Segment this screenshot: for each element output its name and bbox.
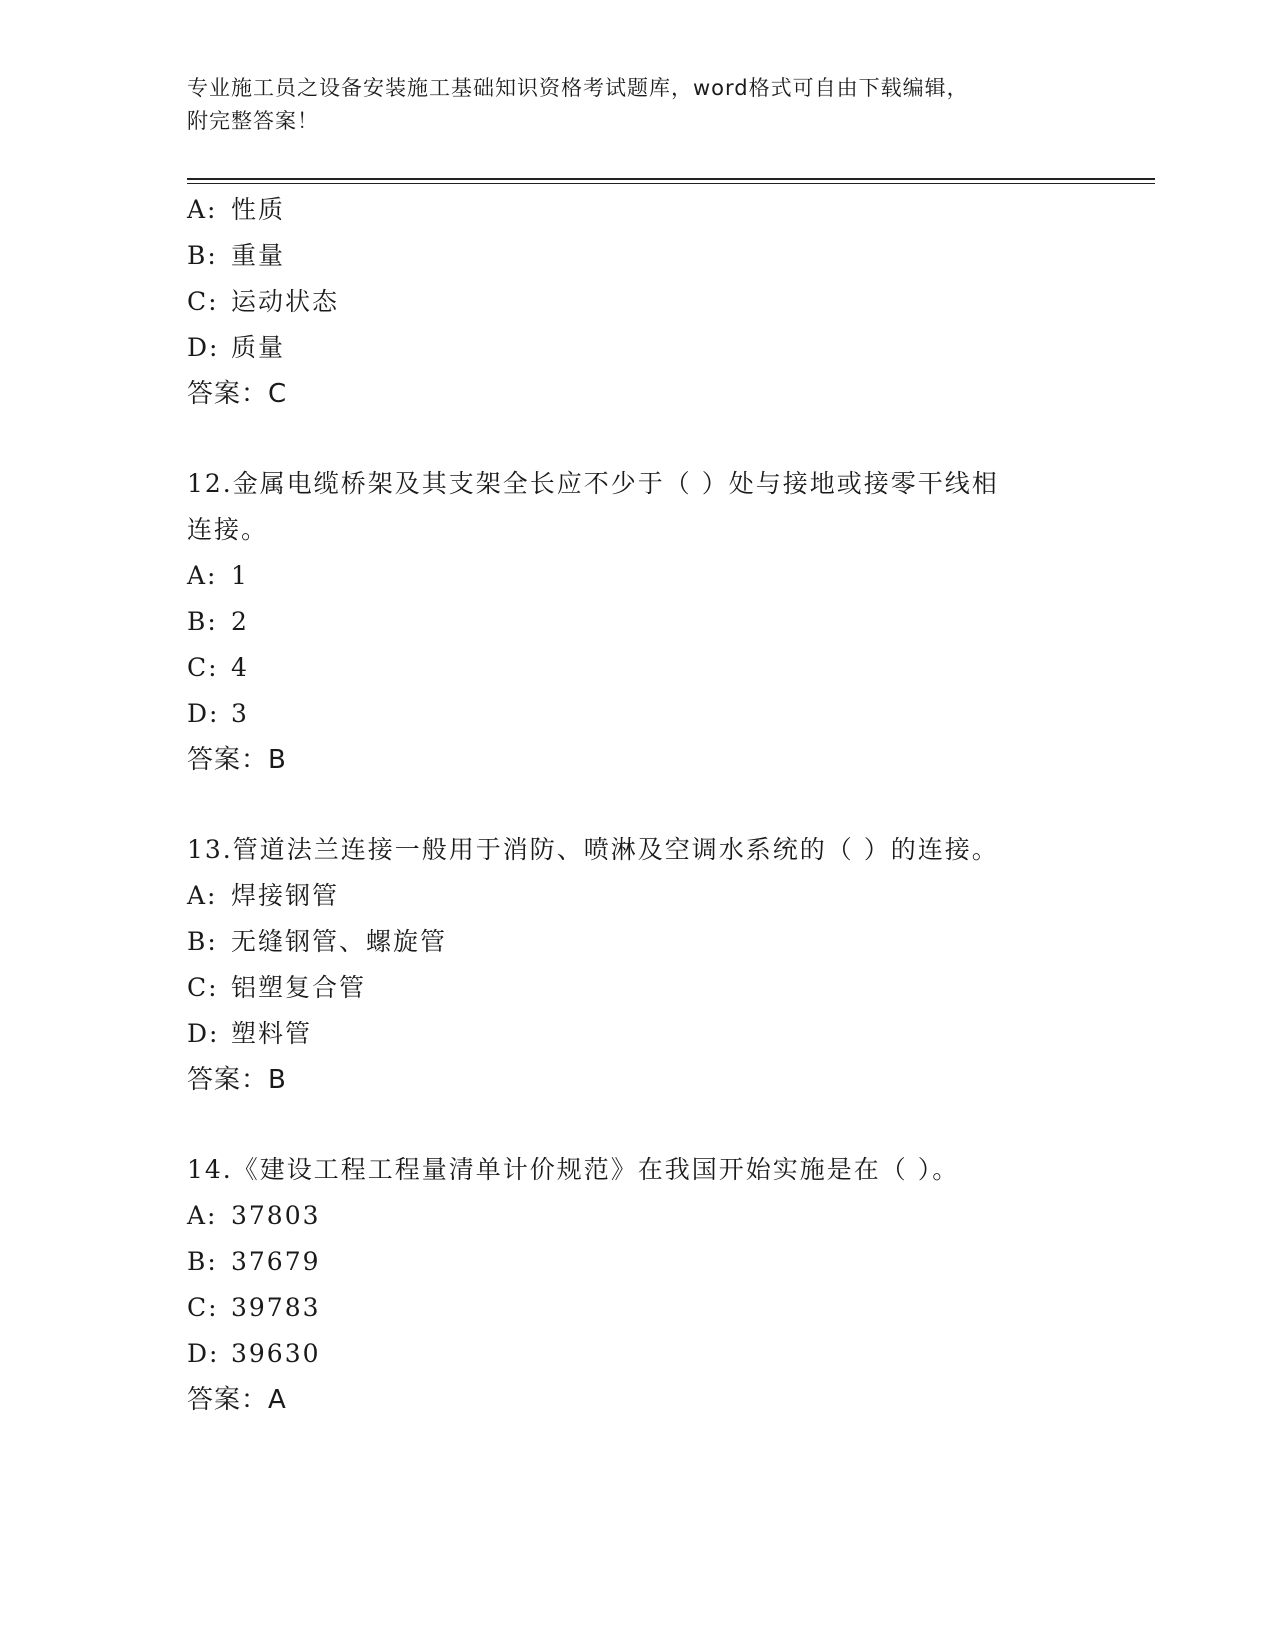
option-text: 37679 — [231, 1247, 321, 1276]
answer-line: 答案：C — [187, 379, 288, 409]
answer-line: 答案：B — [187, 1065, 287, 1095]
header-line-2: 附完整答案！ — [187, 109, 319, 133]
option-text: 1 — [231, 561, 249, 590]
option-text: 无缝钢管、螺旋管 — [231, 927, 448, 956]
option-text: 塑料管 — [231, 1019, 313, 1048]
header-divider-thick — [187, 178, 1155, 180]
question-stem: 12.金属电缆桥架及其支架全长应不少于（ ）处与接地或接零干线相 — [187, 469, 999, 498]
option-a — [187, 553, 1087, 599]
option-text: 铝塑复合管 — [231, 973, 367, 1002]
option-text: 性质 — [231, 195, 286, 224]
option-a — [187, 1193, 1087, 1239]
option-d — [187, 1011, 1087, 1057]
option-letter: B: — [187, 241, 218, 270]
option-b — [187, 1239, 1087, 1285]
option-letter: A: — [187, 1201, 218, 1230]
answer-line: 答案：B — [187, 745, 287, 775]
option-letter: C: — [187, 973, 219, 1002]
option-b — [187, 233, 1087, 279]
question-14 — [187, 1147, 1087, 1423]
option-letter: A: — [187, 561, 218, 590]
option-letter: C: — [187, 1293, 219, 1322]
option-letter: A: — [187, 881, 218, 910]
option-text: 运动状态 — [231, 287, 340, 316]
question-stem-continued: 连接。 — [187, 515, 269, 544]
option-letter: B: — [187, 1247, 218, 1276]
option-text: 重量 — [231, 241, 286, 270]
option-text: 焊接钢管 — [231, 881, 340, 910]
option-b — [187, 599, 1087, 645]
option-letter: A: — [187, 195, 218, 224]
option-letter: B: — [187, 607, 218, 636]
question-stem: 13.管道法兰连接一般用于消防、喷淋及空调水系统的（ ）的连接。 — [187, 835, 999, 864]
question-13 — [187, 827, 1087, 1103]
header-line-1: 专业施工员之设备安装施工基础知识资格考试题库，word格式可自由下载编辑， — [187, 76, 969, 100]
question-11-continued — [187, 187, 1087, 417]
option-letter: D: — [187, 1019, 220, 1048]
option-letter: D: — [187, 333, 220, 362]
document-header — [187, 72, 1087, 138]
option-text: 37803 — [231, 1201, 321, 1230]
option-d — [187, 691, 1087, 737]
option-text: 39630 — [231, 1339, 321, 1368]
question-12 — [187, 461, 1087, 783]
question-stem: 14.《建设工程工程量清单计价规范》在我国开始实施是在（ ）。 — [187, 1155, 960, 1184]
option-c — [187, 1285, 1087, 1331]
option-c — [187, 965, 1087, 1011]
option-c — [187, 279, 1087, 325]
option-a — [187, 873, 1087, 919]
option-letter: C: — [187, 287, 219, 316]
option-d — [187, 1331, 1087, 1377]
option-text: 2 — [231, 607, 249, 636]
option-text: 质量 — [231, 333, 286, 362]
option-c — [187, 645, 1087, 691]
option-d — [187, 325, 1087, 371]
option-letter: D: — [187, 699, 220, 728]
option-text: 4 — [231, 653, 249, 682]
question-list — [187, 187, 1087, 1423]
option-a — [187, 187, 1087, 233]
option-text: 3 — [231, 699, 249, 728]
header-divider-thin — [187, 183, 1155, 184]
option-text: 39783 — [231, 1293, 321, 1322]
option-letter: D: — [187, 1339, 220, 1368]
option-b — [187, 919, 1087, 965]
option-letter: B: — [187, 927, 218, 956]
option-letter: C: — [187, 653, 219, 682]
answer-line: 答案：A — [187, 1385, 287, 1415]
